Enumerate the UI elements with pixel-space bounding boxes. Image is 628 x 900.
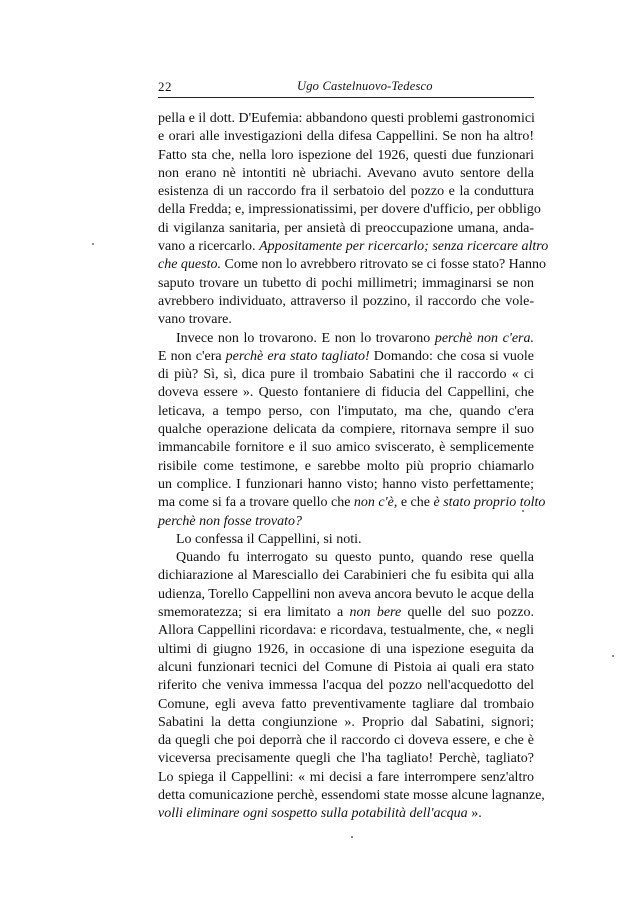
text-span: Quando fu interrogato su questo punto, quando rese quella [176,550,534,566]
text-span: doveva essere ». Questo fontaniere di fiducia del Cappellini, che [158,385,534,401]
paper-speck [351,836,353,838]
text-span: dichiarazione al Maresciallo dei Carabinieri che fu esibita qui alla [158,568,534,584]
italic-text: è stato proprio tolto [433,495,546,511]
text-span: risibile come testimone, e sarebbe molto più proprio chiamarlo [158,458,534,474]
text-line [158,128,534,146]
text-line [158,256,547,274]
text-line [158,183,534,201]
text-span: da quegli che poi deporrà che il raccordo ci doveva essere, e che è [158,733,534,749]
paper-speck [612,655,614,657]
text-span: Sabatini la detta congiunzione ». Proprio dal Sabatini, signori; [158,714,534,730]
text-span: un complice. I funzionari hanno visto; hanno visto perfettamente; [158,476,534,492]
text-span: Allora Cappellini ricordava: e ricordava, testualmente, che, « negli [158,623,534,639]
text-line [158,220,534,238]
body-text [158,110,549,824]
text-line [158,787,545,805]
text-span: smemoratezza; si era limitato a [158,605,350,621]
text-line [158,311,534,329]
text-line [158,586,534,604]
italic-text: non bere [349,605,402,621]
text-line [158,275,534,293]
header-rule [158,97,534,98]
text-line [158,513,534,531]
italic-text: volli eliminare ogni sospetto sulla potabilità dell'acqua [158,806,468,822]
text-span: Lo spiega il Cappellini: « mi decisi a fare interrompere senz'altro [158,769,534,785]
text-span: vano a ricercarlo. [158,239,260,255]
text-span: vano trovare. [158,312,232,328]
text-line [158,476,534,494]
text-span: e orari alle investigazioni della difesa Cappellini. Se non ha altro! [158,129,534,145]
italic-text: perchè non c'era. [434,330,534,346]
text-line [158,696,534,714]
text-line [158,366,534,384]
text-line [158,238,549,256]
text-span: quelle del suo pozzo. [401,605,534,621]
text-line [158,421,534,439]
text-span: , e che [393,495,434,511]
italic-text: non c'è [353,495,394,511]
text-span: della Fredda; e, impressionatissimi, per dovere d'ufficio, per obbligo [158,202,541,218]
text-span: Invece non lo trovarono. E non lo trovarono [176,330,435,346]
text-line [158,732,534,750]
text-line [158,165,534,183]
text-line [158,293,534,311]
text-span: udienza, Torello Cappellini non aveva ancora bevuto le acque della [158,586,534,602]
text-span: ma come si fa a trovare quello che [158,495,354,511]
text-line [158,439,534,457]
text-line [158,201,541,219]
text-span: leticava, a tempo perso, con l'imputato, ma che, quando c'era [158,403,534,419]
paper-speck [92,243,94,245]
text-span: E non c'era [158,348,226,364]
text-line [158,458,534,476]
italic-text: perchè non fosse trovato? [158,513,302,529]
text-span: alcuni funzionari tecnici del Comune di Pistoia ai quali era stato [158,659,534,675]
text-line [158,110,534,128]
text-span: viceversa precisamente quegli che l'ha tagliato! Perchè, tagliato? [158,751,534,767]
text-line [158,384,534,402]
text-line [158,348,534,366]
running-head: Ugo Castelnuovo-Tedesco [297,79,433,93]
text-line [158,531,534,549]
text-span: avrebbero individuato, attraverso il pozzino, il raccordo che vole- [158,293,534,309]
text-span: immancabile fornitore e il suo amico sviscerato, è semplicemente [158,440,534,456]
text-span: pella e il dott. D'Eufemia: abbandono questi problemi gastronomici [158,111,535,126]
text-line [158,641,534,659]
paper-speck [522,510,524,512]
text-line [158,604,534,622]
text-line [158,659,534,677]
text-line [158,567,534,585]
text-line [158,750,534,768]
text-span: ». [467,806,482,822]
text-line [158,714,534,732]
page-number: 22 [158,79,172,94]
text-span: saputo trovare un tubetto di pochi millimetri; immaginarsi se non [158,275,534,291]
text-line [158,622,534,640]
text-line [158,677,534,695]
text-span: Fatto sta che, nella loro ispezione del 1926, questi due funzionari [158,147,534,163]
text-line [158,403,534,421]
text-line [158,549,534,567]
text-span: Lo confessa il Cappellini, si noti. [176,531,362,547]
text-line [158,330,534,348]
text-line [158,769,534,787]
text-span: riferito che veniva immessa l'acqua del pozzo nell'acquedotto del [158,678,534,694]
text-span: non erano nè intontiti nè ubriachi. Avevano avuto sentore della [158,165,534,181]
italic-text: Appositamente per ricercarlo; senza ricercare altro [259,239,549,255]
text-span: Come non lo avrebbero ritrovato se ci fosse stato? Hanno [220,257,547,273]
text-span: Comune, egli aveva fatto preventivamente tagliare dal trombaio [158,696,534,712]
text-line [158,147,534,165]
text-span: di più? Sì, sì, dica pure il trombaio Sabatini che il raccordo « ci [158,367,534,383]
text-line [158,494,546,512]
text-span: di vigilanza sanitaria, per ansietà di preoccupazione umana, anda- [158,220,534,236]
text-span: esistenza di un raccordo fra il serbatoio del pozzo e la conduttura [158,184,534,200]
text-span: detta comunicazione perchè, essendomi state mosse alcune lagnanze, [158,787,545,803]
page-header [158,79,534,101]
text-span: qualche operazione delicata da compiere, ritornava sempre il suo [158,422,534,438]
italic-text: perchè era stato tagliato! [225,348,370,364]
text-span: Domando: che cosa si vuole [369,348,534,364]
text-span: ultimi di giugno 1926, in occasione di una ispezione eseguita da [158,641,534,657]
text-line [158,805,534,823]
italic-text: che questo. [158,257,221,273]
